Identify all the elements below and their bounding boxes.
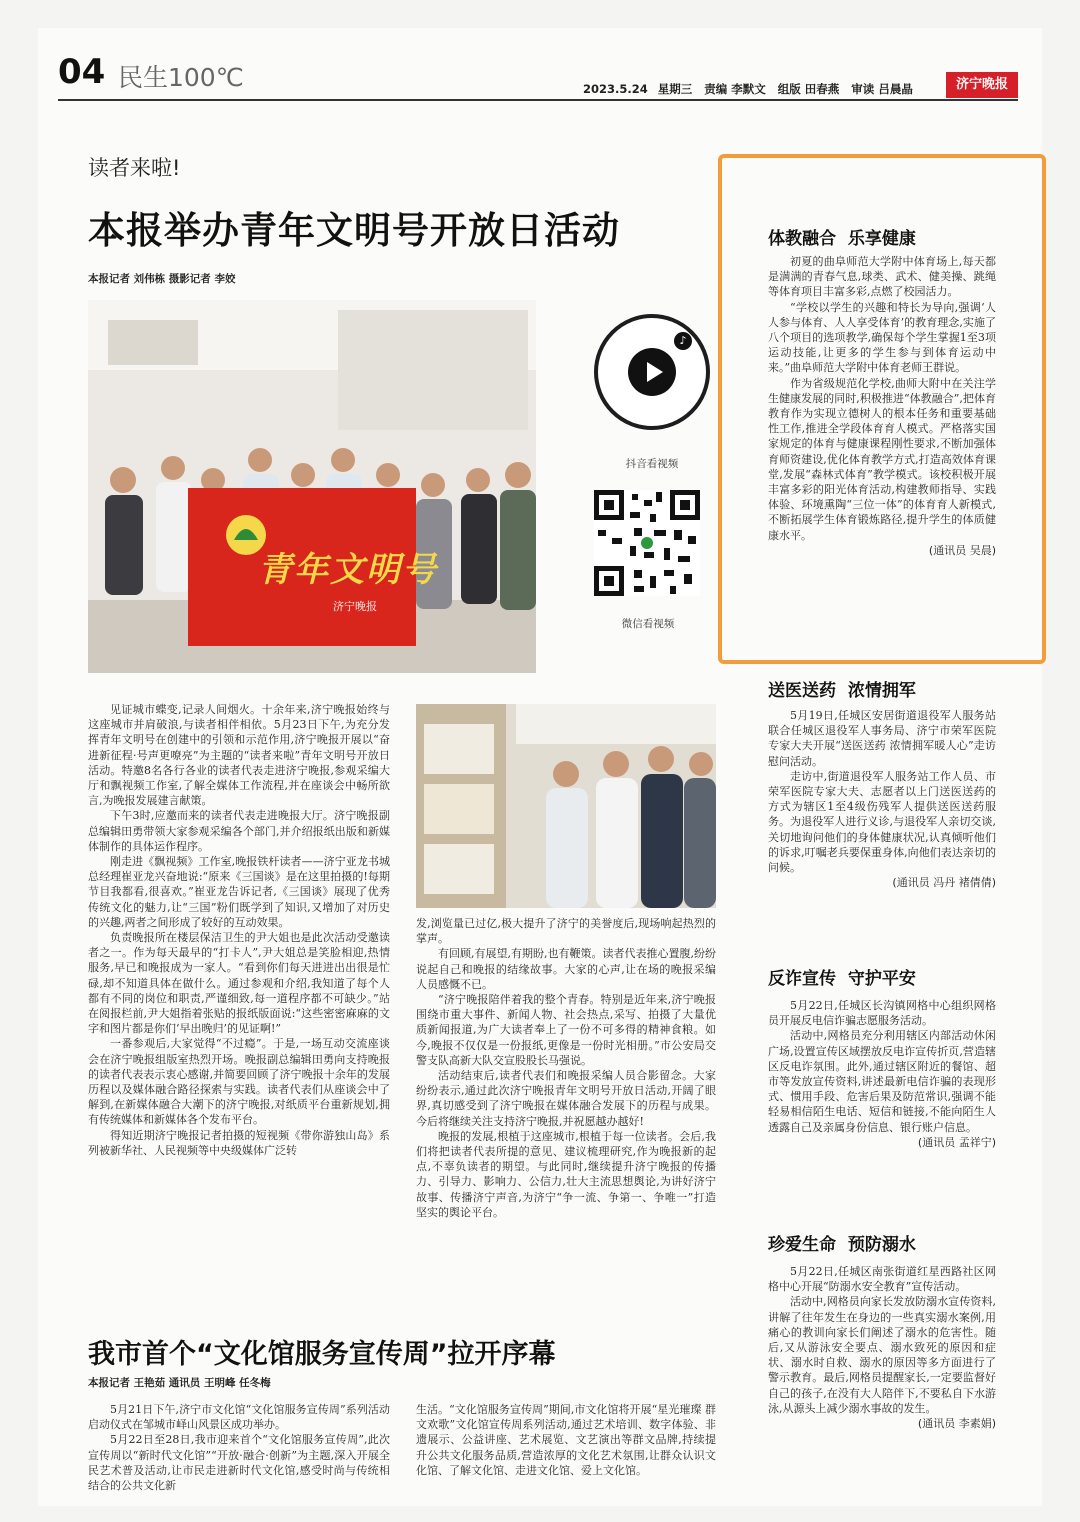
paragraph: 走访中,街道退役军人服务站工作人员、市荣军医院专家大夫、志愿者以上门送医送药的方式为辖区1至4级伤残军人提供送医送药服务。为退役军人进行义诊,与退役军人亲切交谈,关切地询问他们的身体健康状况,认真倾听他们的诉求,叮嘱老兵要保重身体,向他们表达亲切的问候。 [768, 769, 996, 875]
lead-byline: 本报记者 刘伟栋 摄影记者 李姣 [88, 273, 236, 285]
play-icon [628, 348, 676, 396]
douyin-caption: 抖音看视频 [625, 458, 679, 470]
paragraph: 见证城市蝶变,记录人间烟火。十余年来,济宁晚报始终与这座城市并肩破浪,与读者相伴相依。5月23日下午,为充分发挥青年文明号在创建中的引领和示范作用,济宁晚报开展以“奋进新征程·号声更嘹亮”为主题的“读者来啦”青年文明号开放日活动。特邀8名各行各业的读者代表走进济宁晚报,参观采编大厅和飘视频工作室,了解全媒体工作流程,并在座谈会中畅所欲言,为晚报发展建言献策。 [88, 703, 390, 808]
culture-column-1 [88, 1402, 390, 1493]
section-name: 民生100℃ [118, 63, 244, 92]
brief-body-drowning [768, 1264, 996, 1474]
paragraph: 晚报的发展,根植于这座城市,根植于每一位读者。会后,我们将把读者代表所提的意见、建议梳理研究,作为晚报新的起点,不辜负读者的期望。与此同时,继续提升济宁晚报的传播力、引导力、影响力、公信力,壮大主流思想舆论,为讲好济宁故事、传播济宁声音,为济宁“争一流、争第一、争唯一”打造坚实的舆论平台。 [416, 1129, 716, 1219]
paragraph: 得知近期济宁晚报记者拍摄的短视频《带你游独山岛》系列被新华社、人民视频等中央级媒体广泛转 [88, 1128, 390, 1157]
newspaper-logo [946, 72, 1018, 98]
lead-column-2 [416, 916, 716, 1326]
paragraph: 5月22日至28日,我市迎来首个“文化馆服务宣传周”,此次宣传周以“新时代文化馆”“开放·融合·创新”为主题,深入开展全民艺术普及活动,让市民走进新时代文化馆,感受时尚与传统相结合的公共文化新 [88, 1433, 390, 1493]
paragraph: 刚走进《飘视频》工作室,晚报铁杆读者——济宁亚龙书城总经理崔亚龙兴奋地说:“原来《三国谈》是在这里拍摄的!每期节目我都看,很喜欢。”崔亚龙告诉记者,《三国谈》展现了优秀传统文化的魅力,让“三国”粉们既学到了知识,又增加了对历史的兴趣,两者之间形成了较好的互动效果。 [88, 855, 390, 929]
paragraph: 作为省级规范化学校,曲师大附中在关注学生健康发展的同时,积极推进“体教融合”,把体育教育作为实现立德树人的根本任务和重要基础性工作,推进全学段体育育人模式。严格落实国家规定的体育与健康课程刚性要求,不断加强体育师资建设,优化体育教学方式,打造高效体育课堂,发展“森林式体育”教学模式。该校积极开展丰富多彩的阳光体育活动,构建教师指导、实践体验、环境熏陶“三位一体”的体育育人新模式,不断拓展学生体育锻炼路径,提升学生的体质健康水平。 [768, 376, 996, 542]
issue-date: 2023.5.24 [583, 82, 648, 96]
header-rule [58, 99, 1018, 101]
qr-code-icon [594, 490, 700, 596]
paragraph: 初夏的曲阜师范大学附中体育场上,每天都是满满的青春气息,球类、武术、健美操、跳绳等体育项目丰富多彩,点燃了校园活力。 [768, 255, 996, 299]
paragraph: 活动中,网格员向家长发放防溺水宣传资料,讲解了往年发生在身边的一些真实溺水案例,用痛心的教训向家长们阐述了溺水的危害性。随后,又从游泳安全要点、溺水致死的原因和症状、溺水时自救、溺水的原因等多方面进行了警示教育。最后,网格员提醒家长,一定要监督好自己的孩子,在没有大人陪伴下,不要私自下水游泳,从源头上减少溺水事故的发生。 [768, 1295, 996, 1415]
douyin-logo-icon: ♪ [674, 332, 692, 350]
paragraph: 一番参观后,大家觉得“不过瘾”。于是,一场互动交流座谈会在济宁晚报组版室热烈开场。晚报副总编辑田勇向支持晚报的读者代表表示衷心感谢,并简要回顾了济宁晚报十余年的发展历程以及媒体融合路径探索与实践。读者代表们从座谈会中了解到,在新媒体融合大潮下的济宁晚报,对纸质平台重新规划,拥有传统媒体和新媒体各个发布平台。 [88, 1037, 390, 1127]
reporter-credit: (通讯员 冯丹 褚倩倩) [892, 876, 996, 890]
paragraph: 有回顾,有展望,有期盼,也有鞭策。读者代表推心置腹,纷纷说起自己和晚报的结缘故事。大家的心声,让在场的晚报采编人员感慨不已。 [416, 947, 716, 991]
wechat-caption: 微信看视频 [621, 618, 675, 630]
paragraph: 生活。“文化馆服务宣传周”期间,市文化馆将开展“星光璀璨 群文欢歌”文化馆宣传周系列活动,通过艺术培训、数字体验、非遗展示、公益讲座、艺术展览、文艺演出等群文品牌,持续提升公共文化服务品质,营造浓厚的文化艺术氛围,让群众认识文化馆、了解文化馆、走进文化馆、爱上文化馆。 [416, 1403, 716, 1477]
paragraph: “学校以学生的兴趣和特长为导向,强调‘人人参与体育、人人享受体育’的教育理念,实施了八个项目的选项教学,确保每个学生掌握1至3项运动技能,让更多的学生参与到体育运动中来。”曲阜师范大学附中体育老师王群说。 [768, 300, 996, 375]
visit-photo-illustration [416, 704, 716, 908]
paragraph: 活动中,网格员充分利用辖区内部活动休闲广场,设置宣传区域摆放反电诈宣传折页,营造辖区反电诈氛围。此外,通过辖区附近的餐馆、超市等发放宣传资料,讲述最新电信诈骗的表现形式、惯用手段、危害后果及防范常识,强调不能轻易相信陌生电话、短信和链接,不能向陌生人透露自己及亲属身份信息、银行账户信息。 [768, 1029, 996, 1134]
brief-body-sports [768, 254, 996, 638]
lead-headline: 本报举办青年文明号开放日活动 [88, 209, 620, 252]
culture-byline: 本报记者 王艳茹 通讯员 王明峰 任冬梅 [88, 1377, 271, 1389]
paragraph: 5月19日,任城区安居街道退役军人服务站联合任城区退役军人事务局、济宁市荣军医院专家大夫开展“送医送药 浓情拥军暖人心”走访慰问活动。 [768, 709, 996, 768]
paragraph: “济宁晚报陪伴着我的整个青春。特别是近年来,济宁晚报围绕市重大事件、新闻人物、社会热点,采写、拍摄了大量优质新闻报道,为广大读者奉上了一份不可多得的精神食粮。如今,晚报不仅仅是一份报纸,更像是一份时光相册。”市公安局交警支队高新大队交宣股股长马强说。 [416, 993, 716, 1067]
logo-text: 济宁晚报 [955, 77, 1008, 92]
banner-subtext: 济宁晚报 [333, 600, 377, 613]
culture-headline: 我市首个“文化馆服务宣传周”拉开序幕 [88, 1339, 556, 1370]
paragraph: 活动结束后,读者代表们和晚报采编人员合影留念。大家纷纷表示,通过此次济宁晚报青年文明号开放日活动,开阔了眼界,真切感受到了济宁晚报在媒体融合发展下的历程与成果。今后将继续关注支持济宁晚报,并祝愿越办越好! [416, 1069, 716, 1128]
visit-photo [416, 704, 716, 908]
page-header [38, 28, 1042, 108]
paragraph: 负责晚报所在楼层保洁卫生的尹大姐也是此次活动受邀读者之一。作为每天最早的“打卡人”,尹大姐总是笑脸相迎,热情服务,早已和晚报成为一家人。“看到你们每天进进出出很是忙碌,却不知道具体在做什么。通过参观和介绍,我知道了每个人都有不同的岗位和职责,严谨细致,每一道程序都不可缺少。”站在阅报栏前,尹大姐指着张贴的报纸版面说:“这些密密麻麻的文字和图片都是你们‘早出晚归’的见证啊!” [88, 931, 390, 1036]
reporter-credit: (通讯员 吴晨) [928, 543, 996, 557]
weekday: 星期三 [657, 82, 693, 96]
paragraph: 发,浏览量已过亿,极大提升了济宁的美誉度后,现场响起热烈的掌声。 [416, 917, 716, 946]
brief-body-medical [768, 708, 996, 938]
paragraph: 5月21日下午,济宁市文化馆“文化馆服务宣传周”系列活动启动仪式在邹城市峄山风景区成功举办。 [88, 1403, 390, 1432]
paragraph: 下午3时,应邀而来的读者代表走进晚报大厅。济宁晚报副总编辑田勇带领大家参观采编各个部门,并介绍报纸出版和新媒体制作的具体运作程序。 [88, 809, 390, 853]
reporter-credit: (通讯员 李素娟) [917, 1417, 996, 1431]
culture-column-2 [416, 1402, 716, 1482]
date-line [583, 81, 913, 97]
brief-title-antifraud: 反诈宣传 守护平安 [768, 969, 916, 989]
paragraph: 5月22日,任城区南张街道红星西路社区网格中心开展“防溺水安全教育”宣传活动。 [768, 1265, 996, 1294]
page-number: 04 [58, 52, 106, 92]
douyin-code[interactable] [594, 314, 710, 430]
wechat-qr-code[interactable] [594, 490, 700, 596]
brief-title-drowning: 珍爱生命 预防溺水 [768, 1235, 916, 1255]
brief-title-sports: 体教融合 乐享健康 [768, 229, 916, 249]
newspaper-page [38, 28, 1042, 1506]
paragraph: 5月22日,任城区长沟镇网格中心组织网格员开展反电信诈骗志愿服务活动。 [768, 999, 996, 1028]
brief-body-antifraud [768, 998, 996, 1228]
banner-text: 青年文明号 [258, 550, 438, 590]
group-photo-illustration [88, 300, 536, 673]
reporter-credit: (通讯员 孟祥宁) [917, 1135, 996, 1149]
lead-kicker: 读者来啦! [88, 156, 181, 180]
group-photo [88, 300, 536, 673]
brief-title-medical: 送医送药 浓情拥军 [768, 681, 916, 701]
lead-column-1 [88, 702, 390, 1326]
editor-credits: 责编 李默文 组版 田春燕 审读 吕晨晶 [704, 82, 913, 96]
